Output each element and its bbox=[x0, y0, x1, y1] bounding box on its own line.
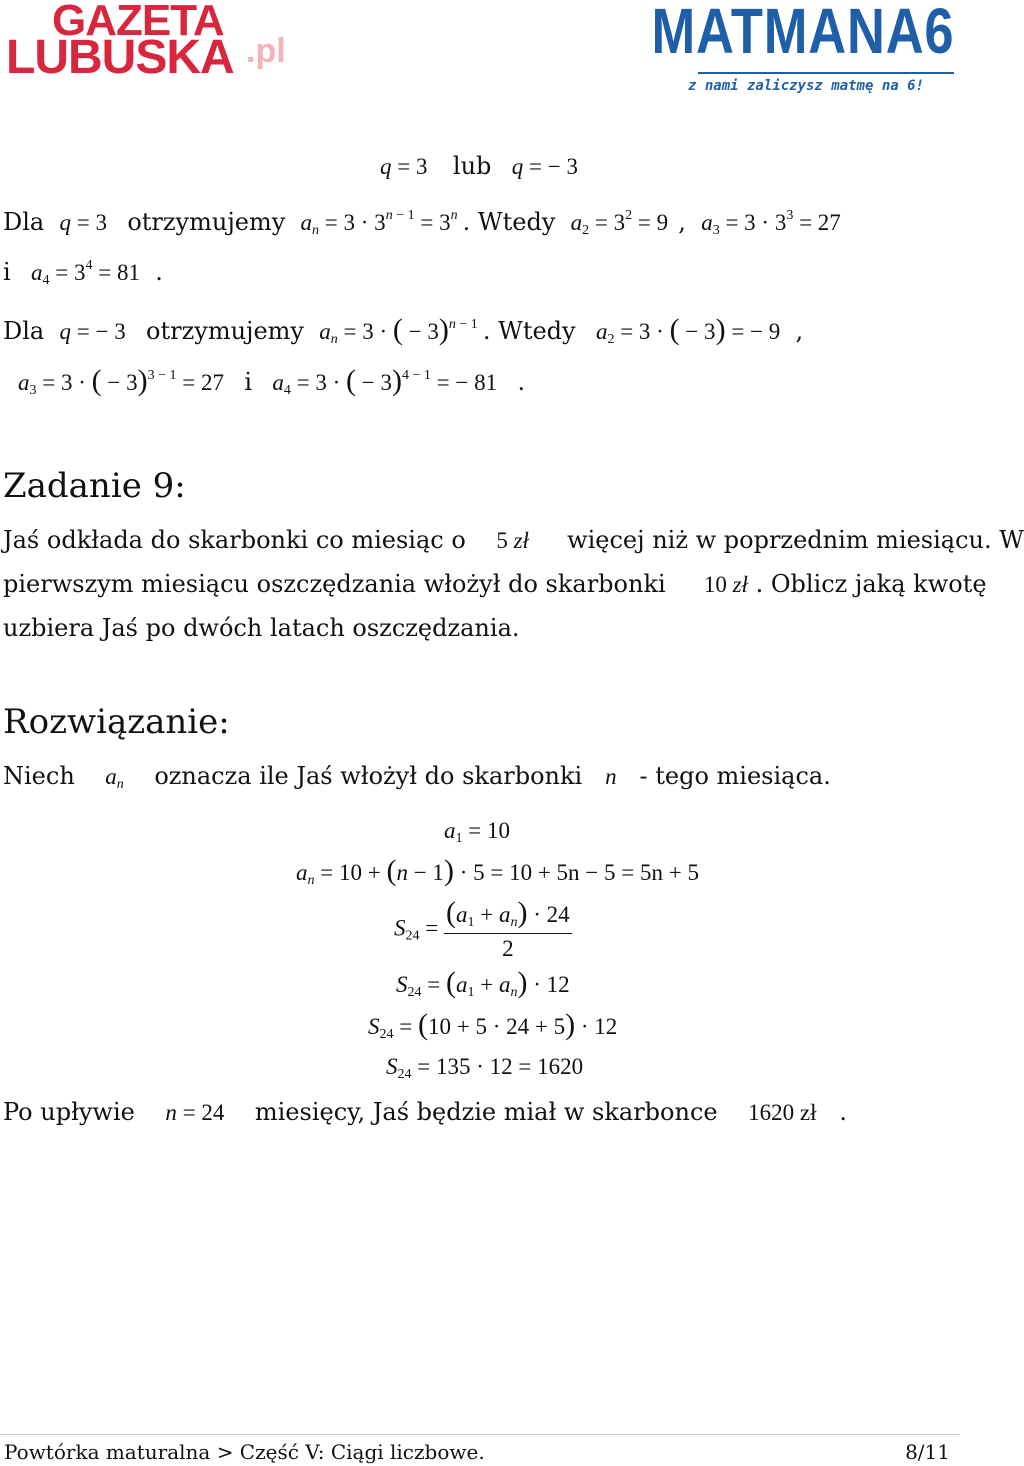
task-paragraph-line3: uzbiera Jaś po dwóch latach oszczędzania. bbox=[3, 614, 520, 642]
solution-definition-line: Niech $a_n$ oznacza ile Jaś włożył do skarbonki n - tego miesiąca. bbox=[3, 762, 831, 792]
equation-s24-substituted: $S_{24} = (10 + 5 \cdot 24 + 5) \cdot 12$ bbox=[368, 1008, 618, 1042]
case-qminus3-line: Dla q = − 3 otrzymujemy $a_n = 3$ · ( − 3)$^{n - 1}$ . Wtedy $a_2 = 3$ · ( − 3) = − 9 , bbox=[3, 313, 804, 347]
equation-s24-result: $S_{24} = 135 \cdot 12 = 1620$ bbox=[386, 1054, 584, 1082]
solution-heading: Rozwiązanie: bbox=[3, 702, 230, 742]
footer-breadcrumb: Powtórka maturalna > Część V: Ciągi liczbowe. bbox=[4, 1440, 485, 1464]
matmana6-logo: MATMANA6 z nami zaliczysz matmę na 6! bbox=[651, 0, 954, 94]
q-values-line: q = 3 lub q = − 3 bbox=[380, 152, 578, 180]
footer-divider bbox=[0, 1434, 960, 1435]
equation-s24-fraction: $S_{24}$ = $\frac{(a_1 + a_n) \cdot 24}{2}$ bbox=[394, 896, 570, 961]
equation-an: $a_n = 10 + (n - 1) \cdot 5 = 10 + 5n - 5 = 5n + 5$ bbox=[296, 854, 699, 888]
case-q3-line: Dla q = 3 otrzymujemy $a_n = 3 \cdot 3^{n - 1} = 3^n$ . Wtedy $a_2 = 3^2 = 9$ , $a_3 = 3 \cdot 3^3 = 27$ bbox=[3, 208, 841, 238]
task-paragraph-line2: pierwszym miesiącu oszczędzania włożył do skarbonki 10 zł . Oblicz jaką kwotę bbox=[3, 570, 987, 598]
gazeta-lubuska-logo: GAZETA LUBUSKA .pl bbox=[6, 0, 286, 84]
task-heading: Zadanie 9: bbox=[3, 466, 186, 506]
conclusion-line: Po upływie n = 24 miesięcy, Jaś będzie miał w skarbonce 1620 zł . bbox=[3, 1098, 848, 1126]
case-q3-a4-line: i $a_4 = 3^4 = 81$ . bbox=[3, 258, 163, 288]
equation-a1: $a_1 = 10$ bbox=[444, 818, 510, 846]
task-paragraph-line1: Jaś odkłada do skarbonki co miesiąc o 5 zł więcej niż w poprzednim miesiącu. W bbox=[3, 526, 1024, 554]
case-qminus3-a3-a4-line: $a_3 = 3$ · ( − 3)$^{3 - 1}$ = 27 i $a_4 = 3$ · ( − 3)$^{4 - 1}$ = − 81 . bbox=[18, 364, 526, 398]
equation-s24-simplified: $S_{24} = (a_1 + a_n) \cdot 12$ bbox=[396, 966, 570, 1000]
page-number: 8/11 bbox=[905, 1440, 950, 1464]
